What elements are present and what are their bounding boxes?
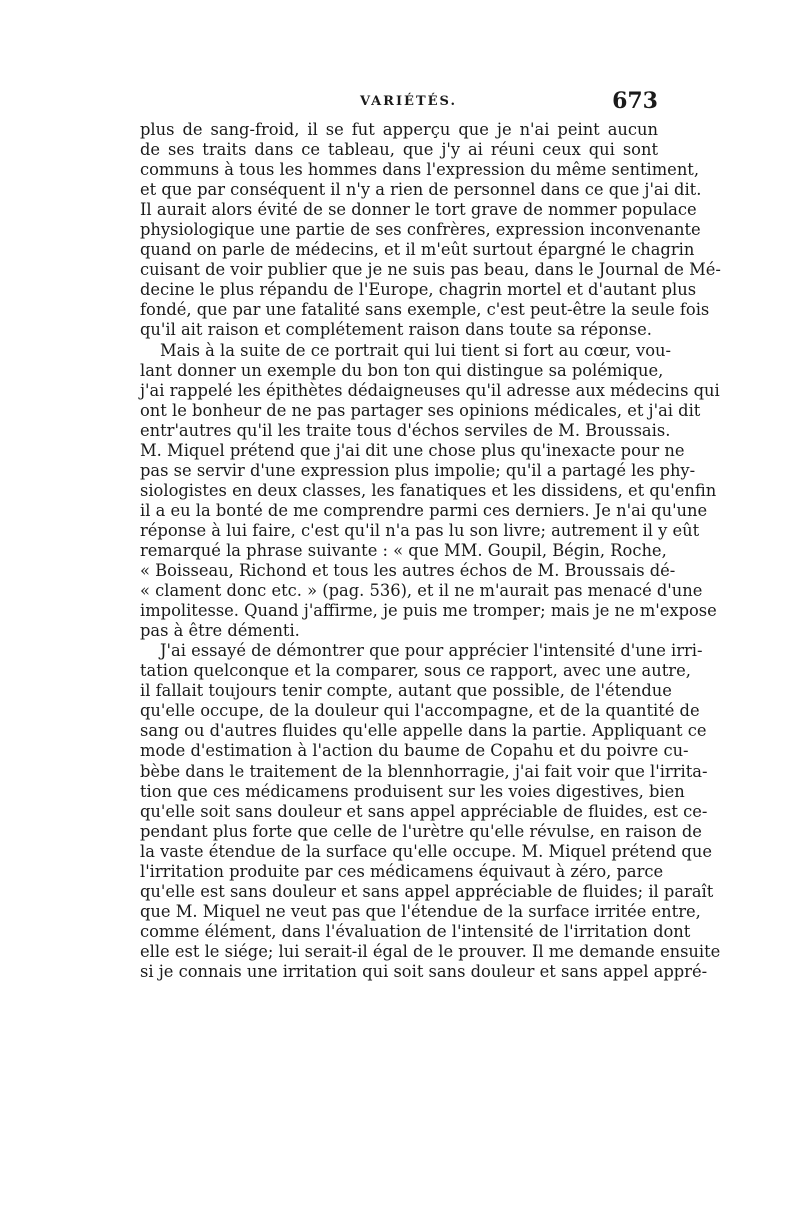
text-line: pendant plus forte que celle de l'urètre qu'elle révulse, en raison de [140,821,702,841]
text-line: il fallait toujours tenir compte, autant que possible, de l'étendue [140,681,672,701]
text-line: lant donner un exemple du bon ton qui distingue sa polémique, [140,360,664,380]
text-line: elle est le siége; lui serait-il égal de le prouver. Il me demande ensuite [140,941,721,961]
text-line: j'ai rappelé les épithètes dédaigneuses qu'il adresse aux médecins qui [140,380,720,400]
text-line: tation quelconque et la comparer, sous ce rapport, avec une autre, [140,661,691,681]
text-line: siologistes en deux classes, les fanatiques et les dissidens, et qu'enfin [140,480,717,500]
text-line: sang ou d'autres fluides qu'elle appelle dans la partie. Appliquant ce [140,721,707,741]
text-line: plus de sang-froid, il se fut apperçu que je n'ai peint aucun [140,120,658,139]
page-number: 673 [612,88,658,114]
text-line: cuisant de voir publier que je ne suis pas beau, dans le Journal de Mé- [140,260,721,280]
text-line: Mais à la suite de ce portrait qui lui tient si fort au cœur, vou- [160,340,672,360]
text-line: comme élément, dans l'évaluation de l'intensité de l'irritation dont [140,921,691,941]
text-line: qu'il ait raison et complétement raison dans toute sa réponse. [140,320,652,340]
text-line: M. Miquel prétend que j'ai dit une chose plus qu'inexacte pour ne [140,440,685,460]
text-line: si je connais une irritation qui soit sans douleur et sans appel appré- [140,961,708,981]
text-line: pas se servir d'une expression plus impolie; qu'il a partagé les phy- [140,460,696,480]
text-line: qu'elle occupe, de la douleur qui l'accompagne, et de la quantité de [140,701,700,721]
text-line: et que par conséquent il n'y a rien de personnel dans ce que j'ai dit. [140,180,702,200]
text-line: tion que ces médicamens produisent sur les voies digestives, bien [140,781,685,801]
text-line: J'ai essayé de démontrer que pour apprécier l'intensité d'une irri- [160,641,703,661]
text-line: la vaste étendue de la surface qu'elle occupe. M. Miquel prétend que [140,841,712,861]
text-line: fondé, que par une fatalité sans exemple, c'est peut-être la seule fois [140,300,710,320]
text-line: qu'elle est sans douleur et sans appel appréciable de fluides; il paraît [140,881,714,901]
text-line: de ses traits dans ce tableau, que j'y ai réuni ceux qui sont [140,140,658,160]
text-line: réponse à lui faire, c'est qu'il n'a pas lu son livre; autrement il y eût [140,520,700,540]
text-line: quand on parle de médecins, et il m'eût surtout épargné le chagrin [140,240,695,260]
text-line: « clament donc etc. » (pag. 536), et il ne m'aurait pas menacé d'une [140,581,703,601]
text-line: entr'autres qu'il les traite tous d'échos serviles de M. Broussais. [140,420,671,440]
text-line: Il aurait alors évité de se donner le tort grave de nommer populace [140,200,697,220]
text-line: communs à tous les hommes dans l'expression du même sentiment, [140,160,700,180]
text-line: que M. Miquel ne veut pas que l'étendue de la surface irritée entre, [140,901,701,921]
text-line: qu'elle soit sans douleur et sans appel appréciable de fluides, est ce- [140,801,708,821]
body-text [140,120,721,982]
running-head [140,88,660,122]
text-line: decine le plus répandu de l'Europe, chagrin mortel et d'autant plus [140,280,697,300]
text-line: bèbe dans le traitement de la blennhorragie, j'ai fait voir que l'irrita- [140,761,708,781]
text-line: mode d'estimation à l'action du baume de Copahu et du poivre cu- [140,741,689,761]
text-line: l'irritation produite par ces médicamens équivaut à zéro, parce [140,861,664,881]
text-line: ont le bonheur de ne pas partager ses opinions médicales, et j'ai dit [140,400,701,420]
text-line: remarqué la phrase suivante : « que MM. Goupil, Bégin, Roche, [140,540,667,560]
running-title: VARIÉTÉS. [360,94,457,109]
text-line: il a eu la bonté de me comprendre parmi ces derniers. Je n'ai qu'une [140,500,708,520]
text-line: impolitesse. Quand j'affirme, je puis me tromper; mais je ne m'expose [140,601,717,621]
text-line: pas à être démenti. [140,621,300,641]
text-line: « Boisseau, Richond et tous les autres échos de M. Broussais dé- [140,561,676,581]
text-line: physiologique une partie de ses confrères, expression inconvenante [140,220,701,240]
